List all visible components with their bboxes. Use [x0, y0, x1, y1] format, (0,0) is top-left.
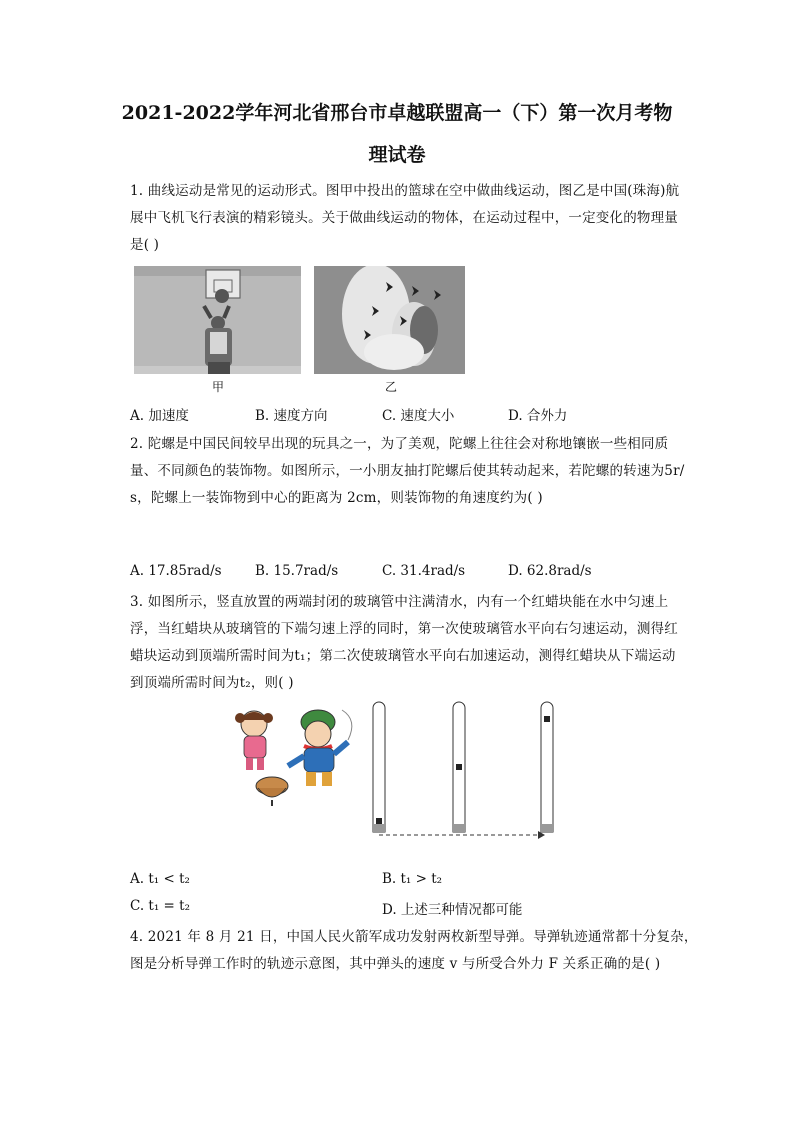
q4-text-line2: 图是分析导弹工作时的轨迹示意图，其中弹头的速度 v 与所受合外力 F 关系正确的是( ) [130, 956, 661, 972]
q4-text-line1: 4. 2021 年 8 月 21 日，中国人民火箭军成功发射两枚新型导弹。导弹轨迹通常都十分复杂， [130, 929, 698, 945]
q2-option-d: D. 62.8rad/s [508, 563, 592, 579]
basketball-figure [134, 266, 301, 374]
q1-option-a: A. 加速度 [130, 408, 189, 424]
q3-option-c: C. t₁ = t₂ [130, 898, 190, 914]
q3-text-line3: 蜡块运动到顶端所需时间为t₁；第二次使玻璃管水平向右加速运动，测得红蜡块从下端运动 [130, 648, 676, 664]
q1-text-line2: 展中飞机飞行表演的精彩镜头。关于做曲线运动的物体，在运动过程中，一定变化的物理量 [130, 210, 678, 226]
q2-text-line3: s，陀螺上一装饰物到中心的距离为 2cm，则装饰物的角速度约为( ) [130, 490, 543, 506]
q3-option-b: B. t₁ > t₂ [382, 871, 443, 887]
q1-text-line3: 是( ) [130, 237, 160, 253]
glass-tubes-figure [368, 700, 560, 840]
q2-text-line2: 量、不同颜色的装饰物。如图所示，一小朋友抽打陀螺后使其转动起来，若陀螺的转速为5r/ [130, 463, 685, 479]
q2-option-c: C. 31.4rad/s [382, 563, 466, 579]
q2-option-b: B. 15.7rad/s [255, 563, 339, 579]
caption-jia: 甲 [212, 380, 225, 394]
kids-spinning-top-figure [232, 702, 362, 812]
q1-option-d: D. 合外力 [508, 408, 568, 424]
q3-text-line4: 到顶端所需时间为t₂，则( ) [130, 675, 294, 691]
page-title: 2021-2022学年河北省邢台市卓越联盟高一（下）第一次月考物 [121, 102, 673, 124]
page-title-line2: 理试卷 [368, 144, 426, 166]
q1-text-line1: 1. 曲线运动是常见的运动形式。图甲中投出的篮球在空中做曲线运动，图乙是中国(珠海)航 [130, 183, 680, 199]
caption-yi: 乙 [385, 380, 398, 394]
q3-text-line1: 3. 如图所示，竖直放置的两端封闭的玻璃管中注满清水，内有一个红蜡块能在水中匀速上 [130, 594, 669, 610]
q3-option-d: D. 上述三种情况都可能 [382, 902, 523, 918]
q2-text-line1: 2. 陀螺是中国民间较早出现的玩具之一，为了美观，陀螺上往往会对称地镶嵌一些相同质 [130, 436, 669, 452]
q3-text-line2: 浮，当红蜡块从玻璃管的下端匀速上浮的同时，第一次使玻璃管水平向右匀速运动，测得红 [130, 621, 678, 637]
q2-option-a: A. 17.85rad/s [130, 563, 222, 579]
airshow-figure [314, 266, 465, 374]
q3-option-a: A. t₁ < t₂ [130, 871, 190, 887]
q1-option-c: C. 速度大小 [382, 408, 455, 424]
q1-option-b: B. 速度方向 [255, 408, 328, 424]
